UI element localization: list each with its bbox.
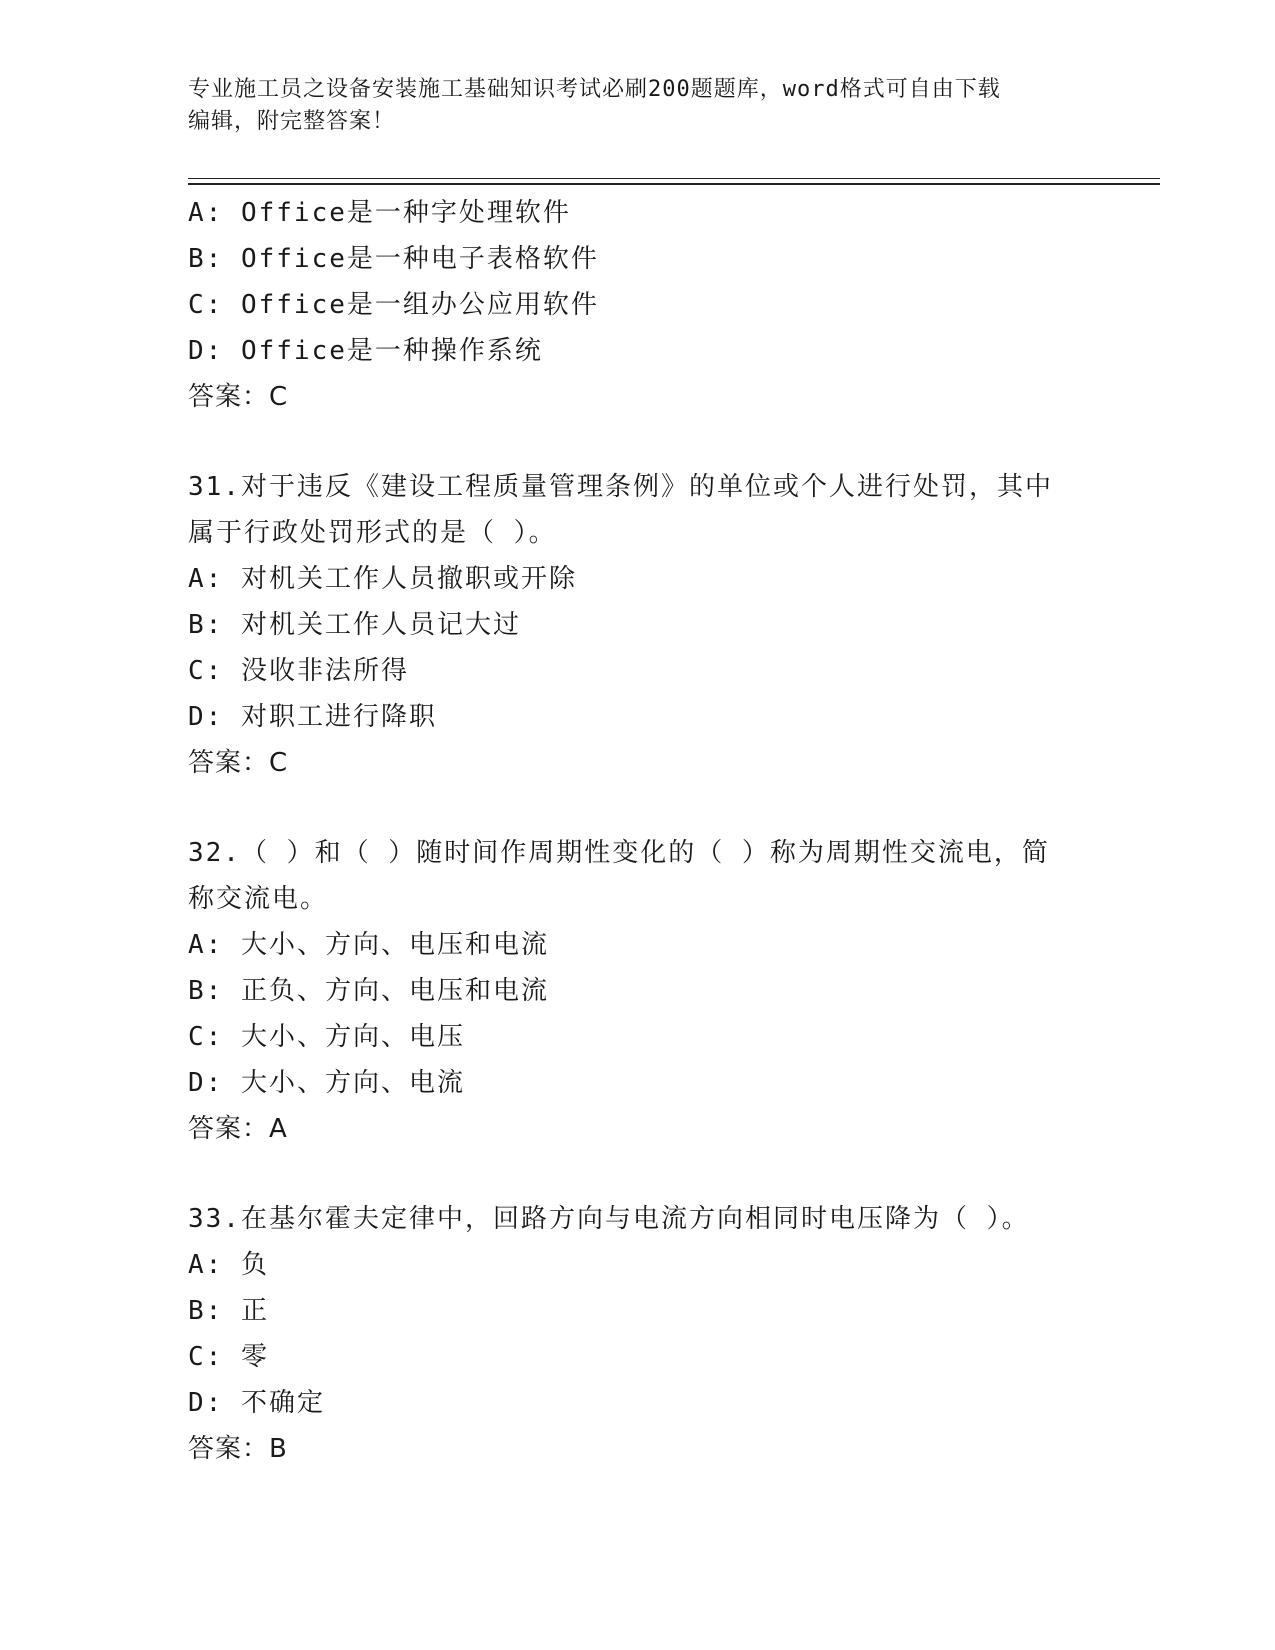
option-a: A: 大小、方向、电压和电流: [188, 930, 549, 960]
document-header: [188, 74, 1088, 138]
option-b: B: 正: [188, 1296, 269, 1326]
answer-line: 答案：C: [188, 748, 289, 778]
answer-line: 答案：C: [188, 382, 289, 412]
option-c: C: 大小、方向、电压: [188, 1022, 465, 1052]
question-stem-line-1: 33.在基尔霍夫定律中，回路方向与电流方向相同时电压降为（ ）。: [188, 1204, 1030, 1234]
option-a: A: 对机关工作人员撤职或开除: [188, 564, 577, 594]
answer-line: 答案：A: [188, 1114, 288, 1144]
question-gap: [188, 1152, 1088, 1196]
header-title-line-1: 专业施工员之设备安装施工基础知识考试必刷200题题库，word格式可自由下载: [188, 77, 1001, 102]
question-stem-line-1: 31.对于违反《建设工程质量管理条例》的单位或个人进行处罚，其中: [188, 472, 1053, 502]
option-d: D: Office是一种操作系统: [188, 336, 543, 366]
question-block-31: [188, 464, 1088, 786]
option-d: D: 不确定: [188, 1388, 325, 1418]
option-d: D: 对职工进行降职: [188, 702, 437, 732]
answer-line: 答案：B: [188, 1434, 288, 1464]
option-d: D: 大小、方向、电流: [188, 1068, 465, 1098]
question-block-33: [188, 1196, 1088, 1472]
question-stem-line-2: 称交流电。: [188, 884, 329, 914]
option-b: B: 对机关工作人员记大过: [188, 610, 521, 640]
question-stem-line-2: 属于行政处罚形式的是（ ）。: [188, 518, 557, 548]
question-gap: [188, 786, 1088, 830]
option-a: A: Office是一种字处理软件: [188, 198, 571, 228]
question-gap: [188, 420, 1088, 464]
question-stem-line-1: 32.（ ）和（ ）随时间作周期性变化的（ ）称为周期性交流电，简: [188, 838, 1050, 868]
question-block-prev: [188, 190, 1088, 420]
option-c: C: 没收非法所得: [188, 656, 409, 686]
option-c: C: 零: [188, 1342, 269, 1372]
option-a: A: 负: [188, 1250, 269, 1280]
header-rule-thin: [188, 178, 1160, 179]
question-block-32: [188, 830, 1088, 1152]
header-rule-thick: [188, 183, 1160, 185]
option-c: C: Office是一组办公应用软件: [188, 290, 599, 320]
option-b: B: Office是一种电子表格软件: [188, 244, 599, 274]
header-title-line-2: 编辑，附完整答案！: [188, 109, 396, 134]
question-list: [188, 190, 1088, 1472]
option-b: B: 正负、方向、电压和电流: [188, 976, 549, 1006]
